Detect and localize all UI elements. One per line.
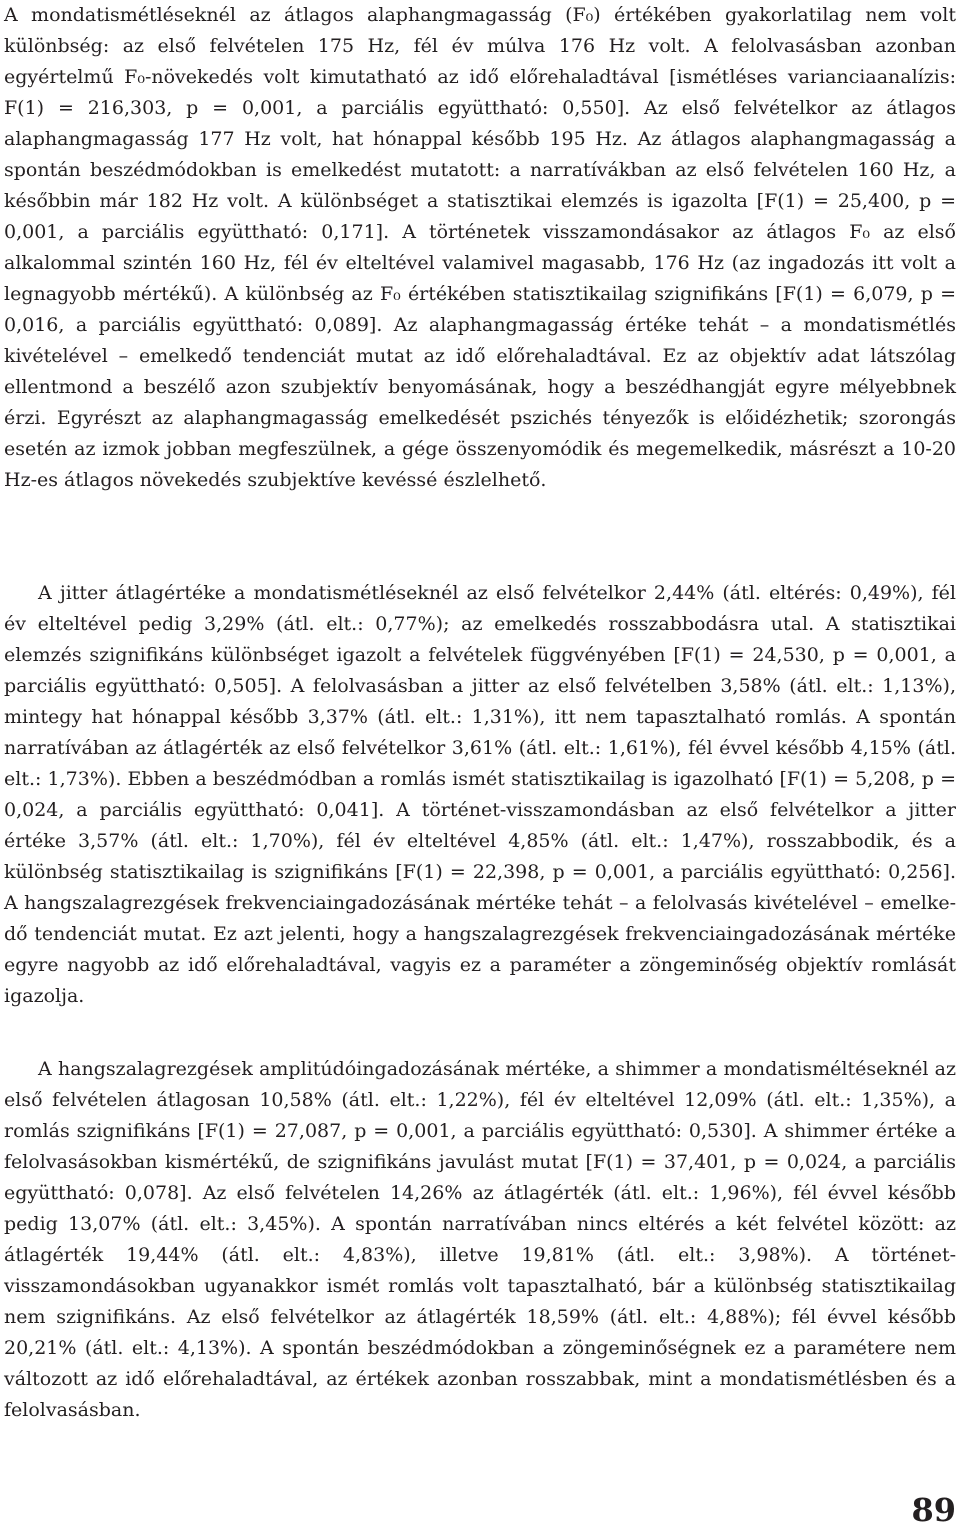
page-number: 89 <box>911 1491 956 1529</box>
paragraph-shimmer: A hangszalagrezgések amplitúdóingadozásának mértéke, a shimmer a mondatisméltéseknél az első felvételen átlagosan 10,58% (átl. elt.: 1,22%), fél év elteltével 12,09% (átl. elt.: 1,35%), a romlás szignifikáns [F(1) = 27,087, p = 0,001, a parciális együttható: 0,530]. A shimmer értéke a felolvasásokban kismértékű, de szignifikáns javulást mutat [F(1) = 37,401, p = 0,024, a parciális együttható: 0,078]. Az első felvételen 14,26% az átlagérték (átl. elt.: 1,96%), fél évvel később pedig 13,07% (átl. elt.: 3,45%). A spontán narratívában nincs eltérés a két felvétel között: az átlagérték 19,44% (átl. elt.: 4,83%), illetve 19,81% (átl. elt.: 3,98%). A történet-visszamondásokban ugyanakkor ismét romlás volt tapasztalható, bár a különbség statisztikailag nem szignifikáns. Az első felvételkor az átlagérték 18,59% (átl. elt.: 4,88%); fél évvel később 20,21% (átl. elt.: 4,13%). A spontán beszédmódokban a zöngeminőségnek ez a paramétere nem változott az idő előrehaladtával, az értékek azonban rosszabbak, mint a mondatismétlésben és a felolvasásban. <box>4 1058 956 1421</box>
paragraph-jitter: A jitter átlagértéke a mondatismétléseknél az első felvételkor 2,44% (átl. eltérés: 0,49%), fél év elteltével pedig 3,29% (átl. elt.: 0,77%); az emelkedés rosszabbodásra utal. A statisztikai elemzés szignifikáns különbséget igazolt a felvételek függvényében [F(1) = 24,530, p = 0,001, a parciális együttható: 0,505]. A felolvasásban a jitter az első felvételben 3,58% (átl. elt.: 1,13%), mintegy hat hónappal később 3,37% (átl. elt.: 1,31%), itt nem tapasztalható romlás. A spontán narratívában az átlagérték az első felvételkor 3,61% (átl. elt.: 1,61%), fél évvel később 4,15% (átl. elt.: 1,73%). Ebben a beszédmódban a romlás ismét statisztikailag is igazolható [F(1) = 5,208, p = 0,024, a parciális együttható: 0,041]. A történet-visszamondásban az első felvételkor a jitter értéke 3,57% (átl. elt.: 1,70%), fél év elteltével 4,85% (átl. elt.: 1,47%), rosszabbodik, és a különbség statisztikailag is szignifikáns [F(1) = 22,398, p = 0,001, a parciális együttható: 0,256]. A hangszalagrezgések frekvenciaingadozásának mértéke tehát – a felolvasás kivételével – emelkedő tendenciát mutat. Ez azt jelenti, hogy a hangszalagrezgések frekvenciaingadozásának mértéke egyre nagyobb az idő előrehaladtával, vagyis ez a paraméter a zöngeminőség objektív romlását igazolja. <box>4 582 956 1007</box>
paragraph-fundamental-frequency: A mondatismétléseknél az átlagos alaphangmagasság (F₀) értékében gyakorlatilag nem volt különbség: az első felvételen 175 Hz, fél év múlva 176 Hz volt. A felolvasásban azonban egyértelmű F₀-növekedés volt kimutatható az idő előrehaladtával [ismétléses varianciaanalízis: F(1) = 216,303, p = 0,001, a parciális együttható: 0,550]. Az első felvételkor az átlagos alaphangmagasság 177 Hz volt, hat hónappal később 195 Hz. Az átlagos alaphangmagasság a spontán beszédmódokban is emelkedést mutatott: a narratívákban az első felvételen 160 Hz, a későbbin már 182 Hz volt. A különbséget a statisztikai elemzés is igazolta [F(1) = 25,400, p = 0,001, a parciális együttható: 0,171]. A történetek visszamondásakor az átlagos F₀ az első alkalommal szintén 160 Hz, fél év elteltével valamivel magasabb, 176 Hz (az ingadozás itt volt a legnagyobb mértékű). A különbség az F₀ értékében statisztikailag szignifikáns [F(1) = 6,079, p = 0,016, a parciális együttható: 0,089]. Az alaphangmagasság értéke tehát – a mondatismétlés kivételével – emelkedő tendenciát mutat az idő előrehaladtával. Ez az objektív adat látszólag ellentmond a beszélő azon szubjektív benyomásának, hogy a beszédhangját egyre mélyebbnek érzi. Egyrészt az alaphangmagasság emelkedését pszichés tényezők is előidézhetik; szorongás esetén az izmok jobban megfeszülnek, a gége összenyomódik és megemelkedik, másrészt a 10-20 Hz-es átlagos növekedés szubjektíve kevéssé észlelhető. <box>4 4 956 491</box>
